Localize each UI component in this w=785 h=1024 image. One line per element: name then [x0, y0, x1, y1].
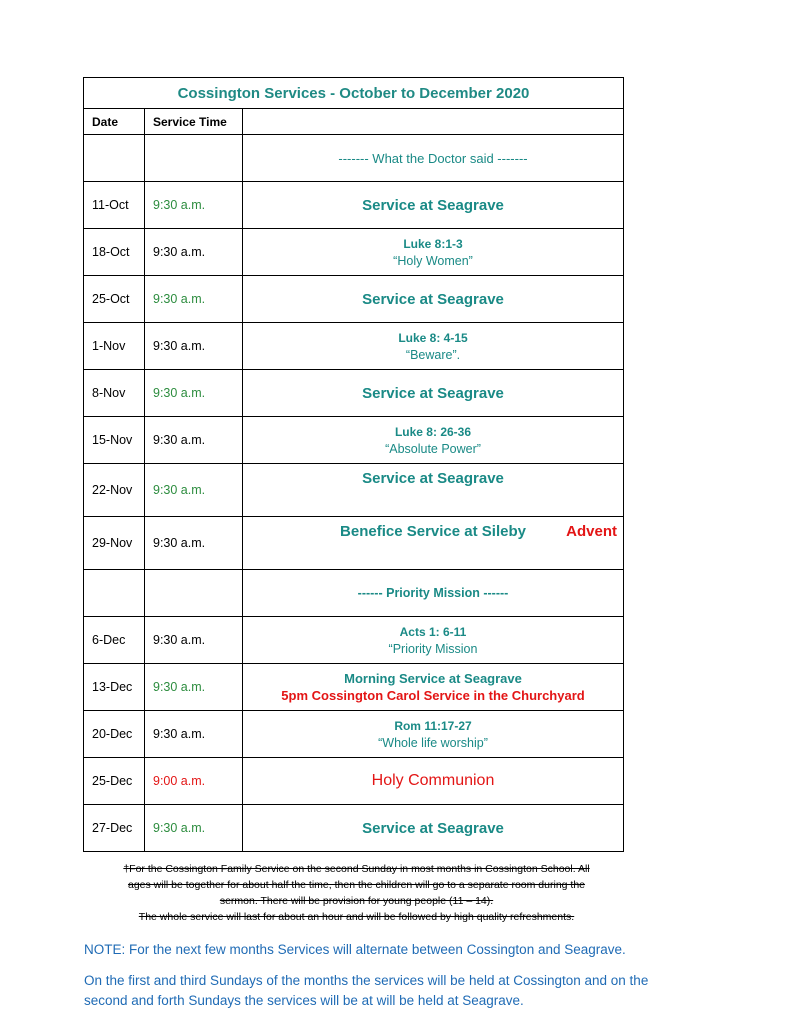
advent-label: Advent [566, 523, 617, 540]
services-table [83, 77, 624, 852]
note-line: second and forth Sundays the services will be at will be held at Seagrave. [84, 993, 524, 1008]
row-time: 9:30 a.m. [145, 617, 243, 664]
morning-service: Morning Service at Seagrave [344, 671, 522, 686]
row-time: 9:30 a.m. [145, 711, 243, 758]
table-row [84, 276, 624, 323]
row-date: 27-Dec [84, 805, 145, 852]
row-service: Service at Seagrave [362, 819, 504, 837]
row-service: Service at Seagrave [362, 384, 504, 402]
row-date: 18-Oct [84, 229, 145, 276]
row-time: 9:00 a.m. [145, 758, 243, 805]
header-description [243, 109, 624, 135]
reading-title: “Beware”. [405, 347, 461, 362]
header-service-time: Service Time [145, 109, 243, 135]
table-row [84, 370, 624, 417]
table-row [84, 617, 624, 664]
reading-reference: Luke 8: 26-36 [394, 424, 472, 439]
row-time: 9:30 a.m. [145, 517, 243, 570]
section-heading-priority: ------ Priority Mission ------ [357, 586, 509, 600]
table-title: Cossington Services - October to December 2020 [84, 78, 624, 109]
table-row [84, 517, 624, 570]
footnote-line: ages will be together for about half the time, then the children will go to a separate room during the [127, 879, 586, 891]
row-date: 29-Nov [84, 517, 145, 570]
reading-reference: Luke 8: 4-15 [398, 330, 468, 345]
footnote-line: †For the Cossington Family Service on the second Sunday in most months in Cossington School. All [123, 863, 590, 875]
row-time: 9:30 a.m. [145, 805, 243, 852]
table-row [84, 417, 624, 464]
reading-title: “Holy Women” [393, 253, 473, 268]
row-date: 25-Dec [84, 758, 145, 805]
row-time: 9:30 a.m. [145, 276, 243, 323]
row-service: Benefice Service at Sileby [340, 523, 526, 540]
row-time: 9:30 a.m. [145, 370, 243, 417]
row-time: 9:30 a.m. [145, 464, 243, 517]
table-row [84, 182, 624, 229]
reading-title: “Whole life worship” [378, 735, 488, 750]
row-date: 1-Nov [84, 323, 145, 370]
row-service: Service at Seagrave [362, 196, 504, 214]
row-date: 13-Dec [84, 664, 145, 711]
footnote-line: sermon. There will be provision for young people (11 – 14). [219, 895, 494, 907]
note-schedule [84, 971, 724, 1011]
row-time: 9:30 a.m. [145, 664, 243, 711]
reading-title: “Absolute Power” [385, 441, 481, 456]
table-row [84, 664, 624, 711]
carol-service: 5pm Cossington Carol Service in the Churchyard [281, 688, 585, 703]
header-date: Date [84, 109, 145, 135]
table-row [84, 711, 624, 758]
row-time: 9:30 a.m. [145, 323, 243, 370]
table-row [84, 323, 624, 370]
footnote [84, 861, 629, 925]
reading-reference: Acts 1: 6-11 [399, 624, 467, 639]
footnote-line: The whole service will last for about an hour and will be followed by high quality refreshments. [138, 911, 575, 923]
row-date: 20-Dec [84, 711, 145, 758]
table-row [84, 758, 624, 805]
table-row [84, 805, 624, 852]
header-row [84, 109, 624, 135]
row-date: 8-Nov [84, 370, 145, 417]
row-time: 9:30 a.m. [145, 417, 243, 464]
reading-reference: Luke 8:1-3 [403, 236, 463, 251]
row-date: 6-Dec [84, 617, 145, 664]
table-row [84, 464, 624, 517]
row-service: Service at Seagrave [362, 290, 504, 308]
row-service: Service at Seagrave [362, 470, 504, 487]
row-date: 11-Oct [84, 182, 145, 229]
note-line: On the first and third Sundays of the months the services will be held at Cossington and on the [84, 973, 649, 988]
row-time: 9:30 a.m. [145, 182, 243, 229]
row-service: Holy Communion [371, 772, 495, 789]
section-row-doctor [84, 135, 624, 182]
section-heading-doctor: ------- What the Doctor said ------- [338, 150, 528, 166]
section-row-priority [84, 570, 624, 617]
row-time: 9:30 a.m. [145, 229, 243, 276]
row-date: 22-Nov [84, 464, 145, 517]
row-date: 15-Nov [84, 417, 145, 464]
reading-reference: Rom 11:17-27 [394, 718, 472, 733]
note-alternate: NOTE: For the next few months Services will alternate between Cossington and Seagrave. [84, 942, 626, 957]
table-row [84, 229, 624, 276]
row-date: 25-Oct [84, 276, 145, 323]
reading-title: “Priority Mission [388, 641, 478, 656]
